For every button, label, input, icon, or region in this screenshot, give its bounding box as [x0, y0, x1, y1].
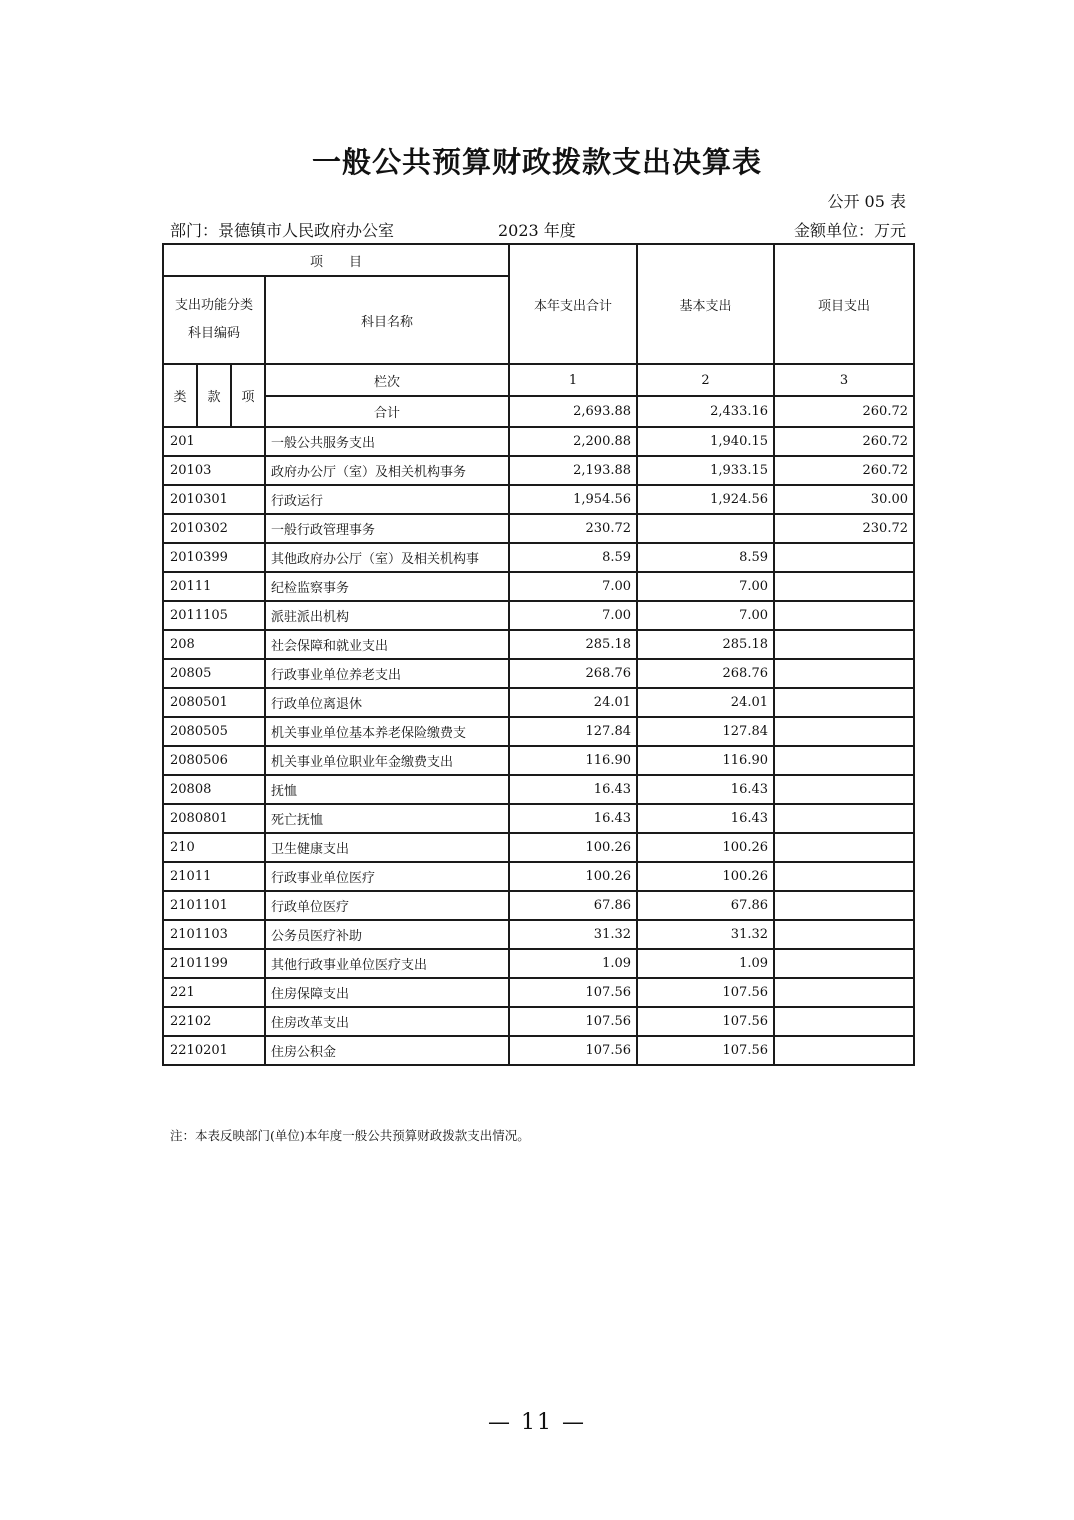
- meta-line: [170, 218, 906, 240]
- header-col2: 2: [637, 364, 774, 396]
- row-code: 2101101: [163, 891, 265, 920]
- row-code: 2210201: [163, 1036, 265, 1065]
- expenditure-table: [162, 243, 915, 1066]
- row-subject-name: 住房改革支出: [265, 1007, 509, 1036]
- total-row-label: 合计: [265, 396, 509, 427]
- form-number: 公开 05 表: [827, 192, 906, 211]
- row-code: 20103: [163, 456, 265, 485]
- row-project: [774, 1036, 914, 1065]
- table-row: [163, 572, 914, 601]
- row-code: 208: [163, 630, 265, 659]
- header-func-code-line2: 科目编码: [187, 326, 240, 341]
- row-subject-name: 其他政府办公厅（室）及相关机构事: [265, 543, 509, 572]
- row-code: 2080505: [163, 717, 265, 746]
- row-total: 24.01: [509, 688, 637, 717]
- table-row: [163, 978, 914, 1007]
- row-basic: 107.56: [637, 978, 774, 1007]
- row-project: 260.72: [774, 456, 914, 485]
- row-basic: [637, 514, 774, 543]
- row-basic: 16.43: [637, 804, 774, 833]
- row-basic: 127.84: [637, 717, 774, 746]
- row-project: [774, 1007, 914, 1036]
- header-lei: 类: [163, 364, 197, 427]
- table-row: [163, 833, 914, 862]
- row-total: 107.56: [509, 1007, 637, 1036]
- row-subject-name: 住房公积金: [265, 1036, 509, 1065]
- row-project: [774, 862, 914, 891]
- row-basic: 8.59: [637, 543, 774, 572]
- row-code: 2080501: [163, 688, 265, 717]
- row-project: [774, 833, 914, 862]
- row-project: [774, 746, 914, 775]
- table-row: [163, 920, 914, 949]
- row-project: 230.72: [774, 514, 914, 543]
- table-note: 注：本表反映部门(单位)本年度一般公共预算财政拨款支出情况。: [170, 1128, 530, 1143]
- row-subject-name: 行政单位离退休: [265, 688, 509, 717]
- row-code: 2101199: [163, 949, 265, 978]
- row-total: 230.72: [509, 514, 637, 543]
- table-row: [163, 891, 914, 920]
- row-basic: 1,940.15: [637, 427, 774, 456]
- row-total: 16.43: [509, 804, 637, 833]
- row-total: 1.09: [509, 949, 637, 978]
- total-row-project: 260.72: [774, 396, 914, 427]
- row-subject-name: 其他行政事业单位医疗支出: [265, 949, 509, 978]
- row-basic: 107.56: [637, 1007, 774, 1036]
- row-project: [774, 630, 914, 659]
- row-code: 201: [163, 427, 265, 456]
- row-project: [774, 543, 914, 572]
- row-subject-name: 行政事业单位养老支出: [265, 659, 509, 688]
- row-basic: 7.00: [637, 572, 774, 601]
- table-row: [163, 804, 914, 833]
- row-code: 2011105: [163, 601, 265, 630]
- row-total: 116.90: [509, 746, 637, 775]
- table-row: [163, 601, 914, 630]
- row-project: [774, 659, 914, 688]
- row-basic: 268.76: [637, 659, 774, 688]
- row-total: 107.56: [509, 978, 637, 1007]
- row-total: 127.84: [509, 717, 637, 746]
- department-label: 部门：景德镇市人民政府办公室: [170, 221, 395, 240]
- header-func-code: [163, 276, 265, 364]
- header-col3: 3: [774, 364, 914, 396]
- row-code: 20805: [163, 659, 265, 688]
- row-code: 2010399: [163, 543, 265, 572]
- header-total: 本年支出合计: [509, 244, 637, 364]
- row-project: 30.00: [774, 485, 914, 514]
- row-code: 2101103: [163, 920, 265, 949]
- header-kuan: 款: [197, 364, 231, 427]
- row-subject-name: 住房保障支出: [265, 978, 509, 1007]
- header-lanci: 栏次: [265, 364, 509, 396]
- row-project: [774, 949, 914, 978]
- row-basic: 1,924.56: [637, 485, 774, 514]
- row-project: 260.72: [774, 427, 914, 456]
- row-basic: 116.90: [637, 746, 774, 775]
- row-subject-name: 社会保障和就业支出: [265, 630, 509, 659]
- row-project: [774, 891, 914, 920]
- header-basic: 基本支出: [637, 244, 774, 364]
- row-subject-name: 纪检监察事务: [265, 572, 509, 601]
- row-code: 2010302: [163, 514, 265, 543]
- row-subject-name: 一般公共服务支出: [265, 427, 509, 456]
- row-basic: 24.01: [637, 688, 774, 717]
- page-title: 一般公共预算财政拨款支出决算表: [311, 145, 762, 179]
- row-subject-name: 行政运行: [265, 485, 509, 514]
- row-total: 7.00: [509, 601, 637, 630]
- row-code: 21011: [163, 862, 265, 891]
- header-subject-name: 科目名称: [265, 276, 509, 364]
- row-subject-name: 派驻派出机构: [265, 601, 509, 630]
- row-subject-name: 公务员医疗补助: [265, 920, 509, 949]
- row-total: 16.43: [509, 775, 637, 804]
- row-subject-name: 行政单位医疗: [265, 891, 509, 920]
- row-project: [774, 775, 914, 804]
- table-row: [163, 630, 914, 659]
- row-subject-name: 行政事业单位医疗: [265, 862, 509, 891]
- row-project: [774, 717, 914, 746]
- row-basic: 285.18: [637, 630, 774, 659]
- header-project: 项目支出: [774, 244, 914, 364]
- fiscal-year: 2023 年度: [498, 221, 576, 240]
- row-total: 285.18: [509, 630, 637, 659]
- row-code: 2080801: [163, 804, 265, 833]
- row-total: 107.56: [509, 1036, 637, 1065]
- table-row: [163, 688, 914, 717]
- row-project: [774, 688, 914, 717]
- table-row: [163, 717, 914, 746]
- row-subject-name: 机关事业单位职业年金缴费支出: [265, 746, 509, 775]
- row-subject-name: 卫生健康支出: [265, 833, 509, 862]
- row-basic: 1.09: [637, 949, 774, 978]
- header-col1: 1: [509, 364, 637, 396]
- row-basic: 7.00: [637, 601, 774, 630]
- row-total: 67.86: [509, 891, 637, 920]
- header-xiang: 项: [231, 364, 265, 427]
- row-code: 2080506: [163, 746, 265, 775]
- row-total: 268.76: [509, 659, 637, 688]
- amount-unit: 金额单位：万元: [793, 221, 906, 240]
- total-row-basic: 2,433.16: [637, 396, 774, 427]
- table-row: [163, 746, 914, 775]
- table-row: [163, 1036, 914, 1065]
- table-row: [163, 659, 914, 688]
- header-item: 项 目: [163, 244, 509, 276]
- row-total: 100.26: [509, 833, 637, 862]
- row-project: [774, 572, 914, 601]
- table-row: [163, 862, 914, 891]
- table-row: [163, 485, 914, 514]
- row-total: 100.26: [509, 862, 637, 891]
- row-basic: 67.86: [637, 891, 774, 920]
- row-code: 221: [163, 978, 265, 1007]
- row-basic: 100.26: [637, 862, 774, 891]
- table-row: [163, 949, 914, 978]
- total-row-total: 2,693.88: [509, 396, 637, 427]
- row-basic: 107.56: [637, 1036, 774, 1065]
- row-total: 1,954.56: [509, 485, 637, 514]
- row-code: 20111: [163, 572, 265, 601]
- row-project: [774, 804, 914, 833]
- row-basic: 31.32: [637, 920, 774, 949]
- row-code: 22102: [163, 1007, 265, 1036]
- row-basic: 16.43: [637, 775, 774, 804]
- table-row: [163, 427, 914, 456]
- row-total: 2,200.88: [509, 427, 637, 456]
- row-code: 2010301: [163, 485, 265, 514]
- row-total: 8.59: [509, 543, 637, 572]
- row-basic: 1,933.15: [637, 456, 774, 485]
- row-total: 2,193.88: [509, 456, 637, 485]
- row-project: [774, 601, 914, 630]
- row-subject-name: 死亡抚恤: [265, 804, 509, 833]
- row-subject-name: 一般行政管理事务: [265, 514, 509, 543]
- row-code: 210: [163, 833, 265, 862]
- row-total: 31.32: [509, 920, 637, 949]
- page-number: — 11 —: [488, 1410, 586, 1435]
- row-code: 20808: [163, 775, 265, 804]
- row-project: [774, 978, 914, 1007]
- table-row: [163, 456, 914, 485]
- row-total: 7.00: [509, 572, 637, 601]
- table-row: [163, 1007, 914, 1036]
- table-row: [163, 543, 914, 572]
- row-subject-name: 抚恤: [265, 775, 509, 804]
- table-row: [163, 775, 914, 804]
- row-basic: 100.26: [637, 833, 774, 862]
- header-func-code-line1: 支出功能分类: [174, 298, 253, 313]
- row-subject-name: 政府办公厅（室）及相关机构事务: [265, 456, 509, 485]
- row-subject-name: 机关事业单位基本养老保险缴费支: [265, 717, 509, 746]
- row-project: [774, 920, 914, 949]
- table-row: [163, 514, 914, 543]
